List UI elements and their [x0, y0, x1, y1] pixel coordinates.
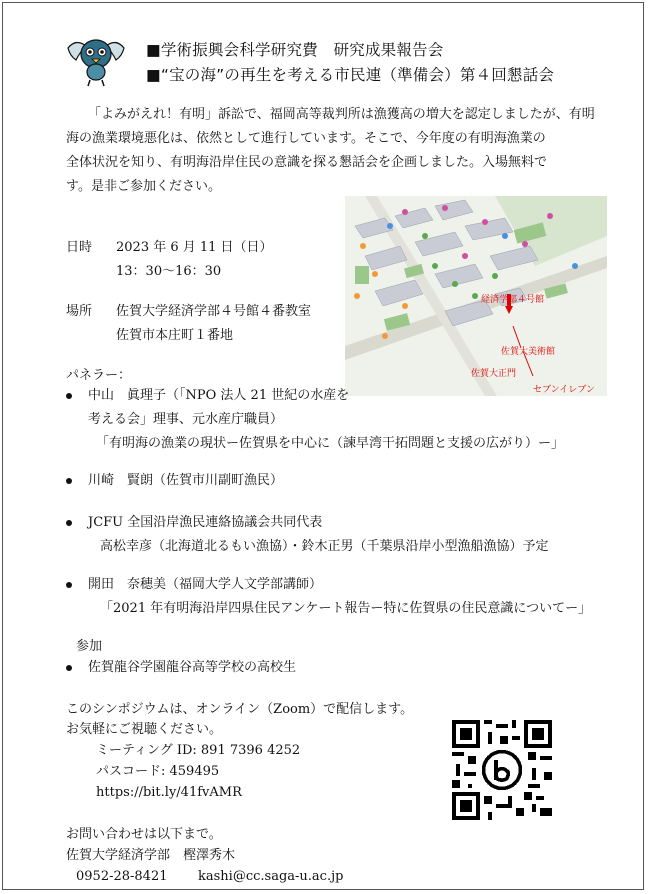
date-label: 日時 — [66, 240, 93, 255]
contact-email[interactable]: kashi@cc.saga-u.ac.jp — [198, 869, 344, 884]
panel-heading: パネラー： — [66, 368, 132, 383]
panelist-1: 中山 眞理子（「NPO 法人 21 世紀の水産を — [88, 388, 350, 403]
participation-heading: 参加 — [76, 639, 103, 654]
bullet-icon — [66, 665, 72, 671]
meeting-id: ミーティング ID: 891 7396 4252 — [96, 743, 301, 758]
header-title-1: ■学術振興会科学研究費 研究成果報告会 — [146, 41, 444, 59]
time-value: 13：30〜16：30 — [116, 264, 222, 279]
map-label-store: セブンイレブン — [533, 385, 595, 395]
intro-line-4: す。是非ご参加ください。 — [66, 179, 221, 194]
qr-code-icon[interactable] — [452, 720, 552, 820]
contact-heading: お問い合わせは以下まで。 — [66, 827, 222, 842]
panelist-4-talk: 「2021 年有明海沿岸四県住民アンケート報告ー特に佐賀県の住民意識についてー」 — [100, 601, 592, 616]
intro-line-2: 海の漁業環境悪化は、依然として進行しています。そこで、今年度の有明海漁業の — [66, 131, 546, 146]
bullet-icon — [66, 393, 72, 399]
panelist-1-talk: 「有明海の漁業の現状ー佐賀県を中心に（諫早湾干拓問題と支援の広がり）ー」 — [96, 436, 565, 451]
contact-phone: 0952-28-8421 — [76, 869, 168, 884]
intro-line-3: 全体状況を知り、有明海沿岸住民の意識を探る懇話会を企画しました。入場無料で — [66, 155, 548, 170]
place-value: 佐賀大学経済学部４号館４番教室 — [116, 304, 312, 319]
map-label-museum: 佐賀大美術館 — [501, 347, 556, 357]
bullet-icon — [66, 582, 72, 588]
bullet-icon — [66, 520, 72, 526]
zoom-link[interactable]: https://bit.ly/41fvAMR — [96, 785, 242, 800]
panelist-4: 開田 奈穂美（福岡大学人文学部講師） — [88, 577, 323, 592]
map-label-gate: 佐賀大正門 — [471, 369, 517, 379]
panelist-2: 川崎 賢朗（佐賀市川副町漁民） — [88, 473, 284, 488]
bullet-icon — [66, 478, 72, 484]
header-title-2: ■“宝の海”の再生を考える市民連（準備会）第４回懇話会 — [146, 66, 555, 84]
map-label-building: 経済学部４号館 — [481, 295, 545, 305]
place-label: 場所 — [66, 304, 93, 319]
panelist-3-names: 高松幸彦（北海道北るもい漁協）・鈴木正男（千葉県沿岸小型漁船漁協）予定 — [100, 539, 549, 554]
contact-org: 佐賀大学経済学部 樫澤秀木 — [66, 848, 236, 863]
address-value: 佐賀市本庄町１番地 — [116, 328, 234, 343]
online-line-2: お気軽にご視聴ください。 — [66, 722, 223, 737]
date-value: 2023 年 6 月 11 日（日） — [116, 240, 273, 255]
participation-item: 佐賀龍谷学園龍谷高等学校の高校生 — [88, 660, 297, 675]
bird-mascot-icon — [62, 30, 130, 88]
passcode: パスコード: 459495 — [96, 764, 220, 779]
panelist-1-affiliation: 考える会」理事、元水産庁職員） — [88, 412, 284, 427]
intro-line-1: 「よみがえれ！有明」訴訟で、福岡高等裁判所は漁獲高の増大を認定しましたが、有明 — [88, 107, 595, 122]
online-line-1: このシンポジウムは、オンライン（Zoom）で配信します。 — [66, 702, 414, 717]
panelist-3: JCFU 全国沿岸漁民連絡協議会共同代表 — [88, 515, 323, 530]
campus-map — [345, 196, 607, 396]
